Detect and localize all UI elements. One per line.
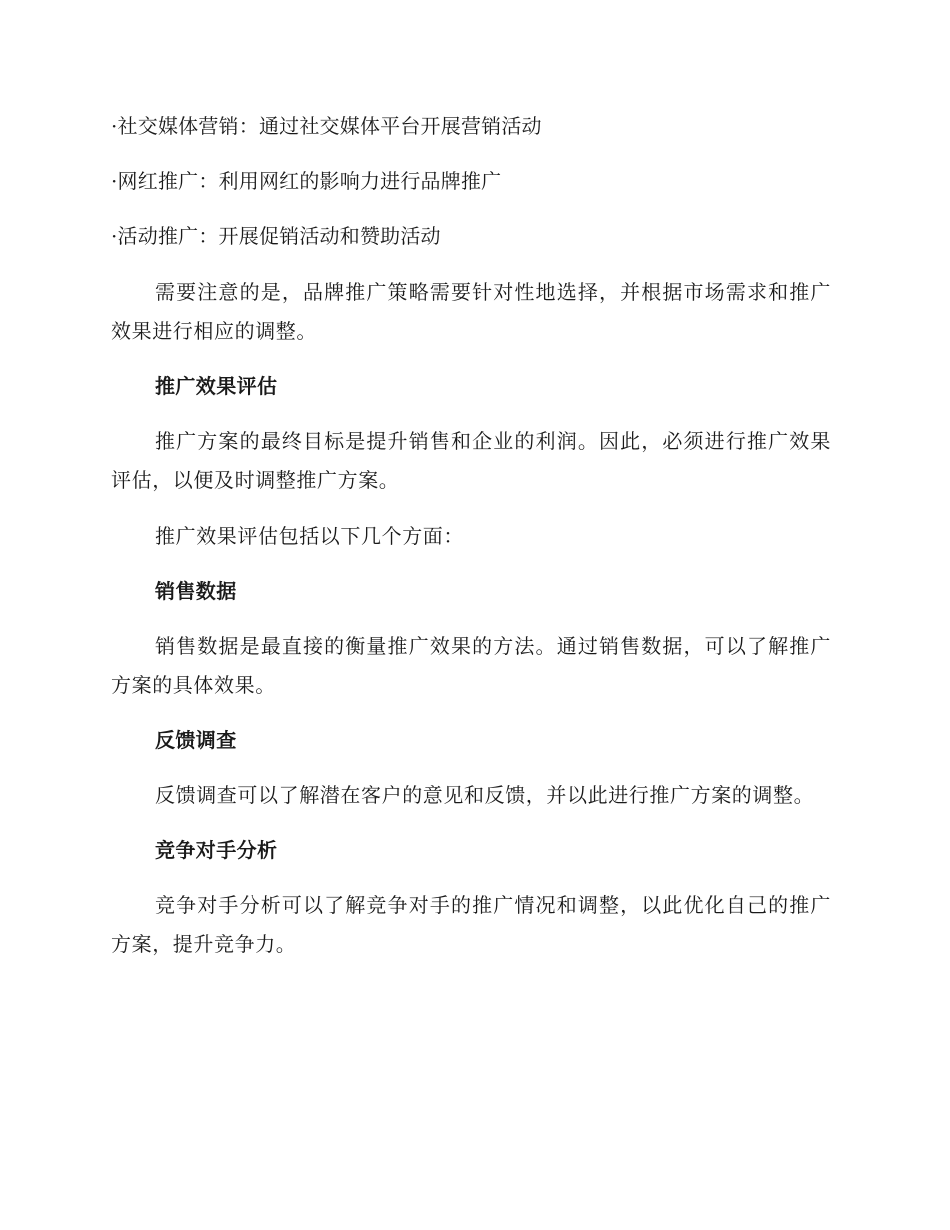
paragraph-competitor-analysis: 竞争对手分析可以了解竞争对手的推广情况和调整，以此优化自己的推广方案，提升竞争力。 [111, 893, 831, 956]
document-body [111, 108, 831, 981]
heading-sales-data: 销售数据 [155, 579, 237, 603]
heading-promotion-evaluation: 推广效果评估 [155, 374, 278, 398]
bullet-influencer-promotion: ·网红推广：利用网红的影响力进行品牌推广 [111, 169, 502, 193]
paragraph-strategy-note: 需要注意的是，品牌推广策略需要针对性地选择，并根据市场需求和推广效果进行相应的调整。 [111, 280, 831, 343]
bullet-event-promotion: ·活动推广：开展促销活动和赞助活动 [111, 224, 441, 248]
heading-feedback-survey: 反馈调查 [155, 728, 237, 752]
paragraph-evaluation-goal: 推广方案的最终目标是提升销售和企业的利润。因此，必须进行推广效果评估，以便及时调整推广方案。 [111, 429, 831, 492]
paragraph-evaluation-aspects: 推广效果评估包括以下几个方面： [155, 524, 464, 548]
bullet-social-media-marketing: ·社交媒体营销：通过社交媒体平台开展营销活动 [111, 114, 542, 138]
paragraph-feedback-survey: 反馈调查可以了解潜在客户的意见和反馈，并以此进行推广方案的调整。 [155, 783, 815, 807]
heading-competitor-analysis: 竞争对手分析 [155, 838, 278, 862]
paragraph-sales-data: 销售数据是最直接的衡量推广效果的方法。通过销售数据，可以了解推广方案的具体效果。 [111, 634, 831, 697]
